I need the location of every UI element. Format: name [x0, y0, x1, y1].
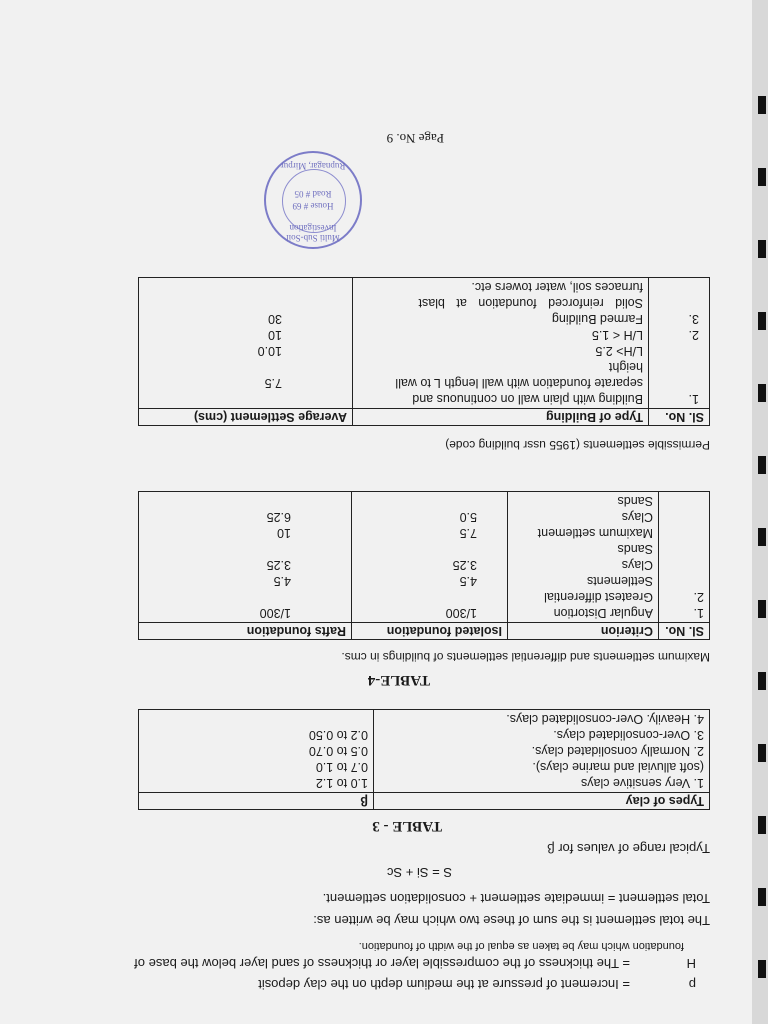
table3-header-cell: β [139, 793, 374, 810]
h-symbol: H [686, 956, 696, 971]
binding-hole [758, 240, 766, 258]
table4 [138, 491, 710, 640]
table3-title: TABLE - 3 [372, 818, 442, 834]
binding-hole [758, 744, 766, 762]
settlement-formula: S = Si + Sc [386, 865, 452, 880]
table5-cell: 7.5 [264, 376, 282, 390]
table3-beta-value: 1.0 to 1.2 [315, 776, 368, 790]
table4-cell: 6.25 [266, 510, 291, 524]
table5-cell: 10 [268, 328, 282, 342]
binding-hole [758, 672, 766, 690]
table4-cell: 1/300 [259, 606, 291, 620]
table4-rafts-col [139, 492, 352, 623]
stamp-address-line1: House # 69 [292, 201, 334, 211]
table4-cell: 3.25 [452, 558, 477, 572]
table5-cell: furnaces soil, water towers etc. [471, 280, 643, 294]
h-definition: = The thickness of the compressible layer or thickness of sand layer below the base of [134, 956, 630, 971]
table4-cell: Greatest differential [544, 590, 653, 604]
p-symbol: p [688, 977, 696, 992]
table4-header-cell: Sl. No. [659, 623, 710, 640]
binding-hole [758, 96, 766, 114]
table5-cell: 3. [688, 312, 699, 326]
table3-clay-type: 2. Normally consolidated clays. [531, 744, 704, 758]
table5-settlement-col [139, 278, 353, 409]
total-settlement-equation-text: Total settlement = immediate settlement + consolidation settlement. [322, 891, 710, 906]
table3-clay-types [374, 710, 710, 793]
table4-cell: 1/300 [445, 606, 477, 620]
binding-hole [758, 168, 766, 186]
table3-body-row [139, 710, 710, 793]
table3-clay-type: (soft alluvial and marine clays). [532, 760, 704, 774]
table3-header-cell: Types of clay [374, 793, 710, 810]
table4-cell: 1. [693, 606, 704, 620]
table4-cell: 10 [277, 526, 291, 540]
table5-header-cell: Sl. No. [649, 409, 710, 426]
table4-cell: Sands [617, 494, 653, 508]
binding-hole [758, 600, 766, 618]
table5-cell: 1. [688, 392, 699, 406]
table3-header-row [139, 793, 710, 810]
table4-sl-col [659, 492, 710, 623]
binding-hole [758, 888, 766, 906]
table3-clay-type: 4. Heavily. Over-consolidated clays. [506, 712, 704, 726]
binding-hole [758, 960, 766, 978]
company-stamp [264, 151, 362, 249]
table5-body-row [139, 278, 710, 409]
table5-sl-col [649, 278, 710, 409]
table5-cell: L/H < 1.5 [591, 328, 643, 342]
table4-caption: Maximum settlements and differential settlements of buildings in cms. [341, 650, 710, 664]
h-definition-cont: foundation which may be taken as equal of the width of foundation. [358, 940, 684, 952]
table4-cell: 3.25 [266, 558, 291, 572]
table5-cell: Farmed Building [551, 312, 643, 326]
table5 [138, 277, 710, 426]
table4-isolated-col [352, 492, 508, 623]
stamp-ring-text: Multi Sub-Soil Investigation [286, 223, 340, 243]
table4-cell: 5.0 [459, 510, 477, 524]
table5-cell: 30 [268, 312, 282, 326]
table5-header-cell: Type of Building [353, 409, 649, 426]
table4-criterion-col [508, 492, 659, 623]
table4-header-row [139, 623, 710, 640]
table4-title: TABLE-4 [367, 672, 430, 688]
table4-header-cell: Rafts foundation [139, 623, 352, 640]
table4-cell: Angular Distortion [553, 606, 653, 620]
binding-hole [758, 816, 766, 834]
table5-cell: separate foundation with wall length L to wall [395, 376, 643, 390]
table4-cell: 4.5 [459, 574, 477, 588]
table4-cell: Clays [621, 558, 653, 572]
table5-cell: Building with plain wall on continuous and [412, 392, 643, 406]
beta-intro: Typical range of values for β [547, 841, 710, 856]
binding-hole [758, 312, 766, 330]
table5-caption: Permissible settlements (1955 ussr building code) [445, 438, 710, 452]
table4-cell: Clays [621, 510, 653, 524]
table4-cell: 2. [693, 590, 704, 604]
table5-cell: height [608, 360, 643, 374]
table5-building-col [353, 278, 649, 409]
table4-cell: Settlements [586, 574, 653, 588]
table4-body-row [139, 492, 710, 623]
table5-header-row [139, 409, 710, 426]
table5-cell: 10.0 [257, 344, 282, 358]
table4-cell: Sands [617, 542, 653, 556]
table3 [138, 709, 710, 810]
binding-hole [758, 528, 766, 546]
binding-spine [752, 0, 768, 1024]
table3-beta-values [139, 710, 374, 793]
table5-cell: L/H> 2.5 [595, 344, 643, 358]
table4-header-cell: Criterion [508, 623, 659, 640]
table3-beta-value: 0.2 to 0.50 [308, 728, 368, 742]
table5-header-cell: Average Settlement (cms) [139, 409, 353, 426]
stamp-bottom-text: Rupnagar, Mirpur [280, 161, 346, 171]
table4-cell: Maximum settlement [537, 526, 653, 540]
total-settlement-paragraph: The total settlement is the sum of these two which may be written as: [313, 913, 710, 928]
table4-cell: 4.5 [273, 574, 291, 588]
table3-beta-value: 0.5 to 0.70 [308, 744, 368, 758]
table3-clay-type: 1. Very sensitive clays [581, 776, 704, 790]
table3-clay-type: 3. Over-consolidated clays. [553, 728, 704, 742]
table4-header-cell: Isolated foundation [352, 623, 508, 640]
table4-cell: 7.5 [459, 526, 477, 540]
binding-hole [758, 456, 766, 474]
binding-hole [758, 384, 766, 402]
p-definition: = Increment of pressure at the medium depth on the clay deposit [258, 977, 630, 992]
table5-cell: 2. [688, 328, 699, 342]
stamp-address-line2: Road # 05 [294, 189, 332, 199]
table5-cell: Solid reinforced foundation at blast [418, 296, 643, 310]
page-number: Page No. 9 [386, 131, 444, 146]
table3-beta-value: 0.7 to 1.0 [315, 760, 368, 774]
